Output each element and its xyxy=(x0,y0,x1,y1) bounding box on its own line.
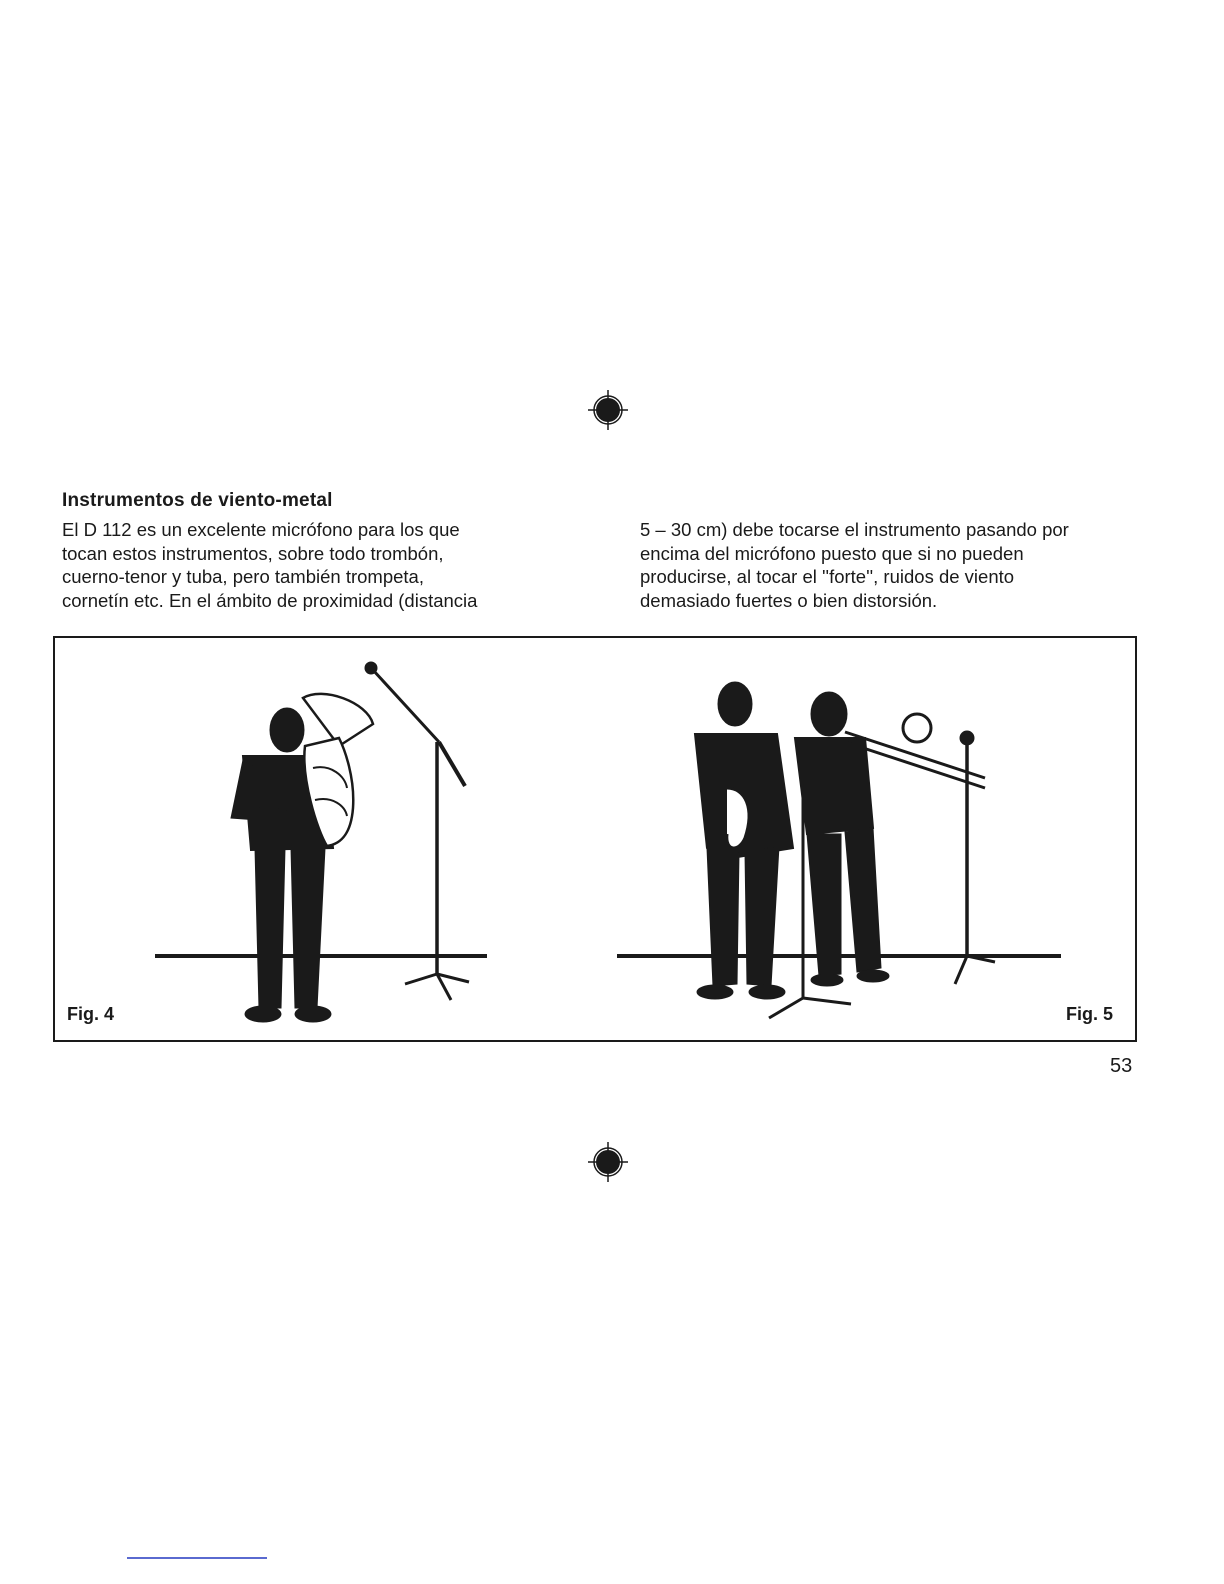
figure-label-5: Fig. 5 xyxy=(1065,1004,1113,1024)
section-heading: Instrumentos de viento-metal xyxy=(62,490,333,511)
body-column-left xyxy=(62,518,582,612)
body-line: cornetín etc. En el ámbito de proximidad (distancia xyxy=(62,589,478,611)
footer-rule xyxy=(127,1557,267,1559)
body-line: tocan estos instrumentos, sobre todo trombón, xyxy=(62,542,444,564)
figure-label-4: Fig. 4 xyxy=(67,1004,115,1024)
body-line: cuerno-tenor y tuba, pero también trompeta, xyxy=(62,566,424,587)
registration-mark-icon xyxy=(588,390,628,430)
figure-frame xyxy=(53,636,1137,1042)
saxophone-player-illustration xyxy=(695,682,793,999)
figure-illustration xyxy=(55,638,1135,1040)
body-line: 5 – 30 cm) debe tocarse el instrumento pasando por xyxy=(640,519,1069,540)
page-number: 53 xyxy=(1110,1055,1133,1077)
body-line: El D 112 es un excelente micrófono para los que xyxy=(62,519,460,540)
body-column-right xyxy=(640,518,1160,612)
trombone-player-illustration xyxy=(795,692,985,986)
body-line: demasiado fuertes o bien distorsión. xyxy=(640,589,938,611)
mic-stand-left xyxy=(366,663,469,1000)
body-line: producirse, al tocar el ''forte'', ruidos de viento xyxy=(640,566,1015,587)
tuba-player-illustration xyxy=(231,694,373,1022)
registration-mark-icon xyxy=(588,1142,628,1182)
body-line: encima del micrófono puesto que si no pueden xyxy=(640,542,1024,564)
